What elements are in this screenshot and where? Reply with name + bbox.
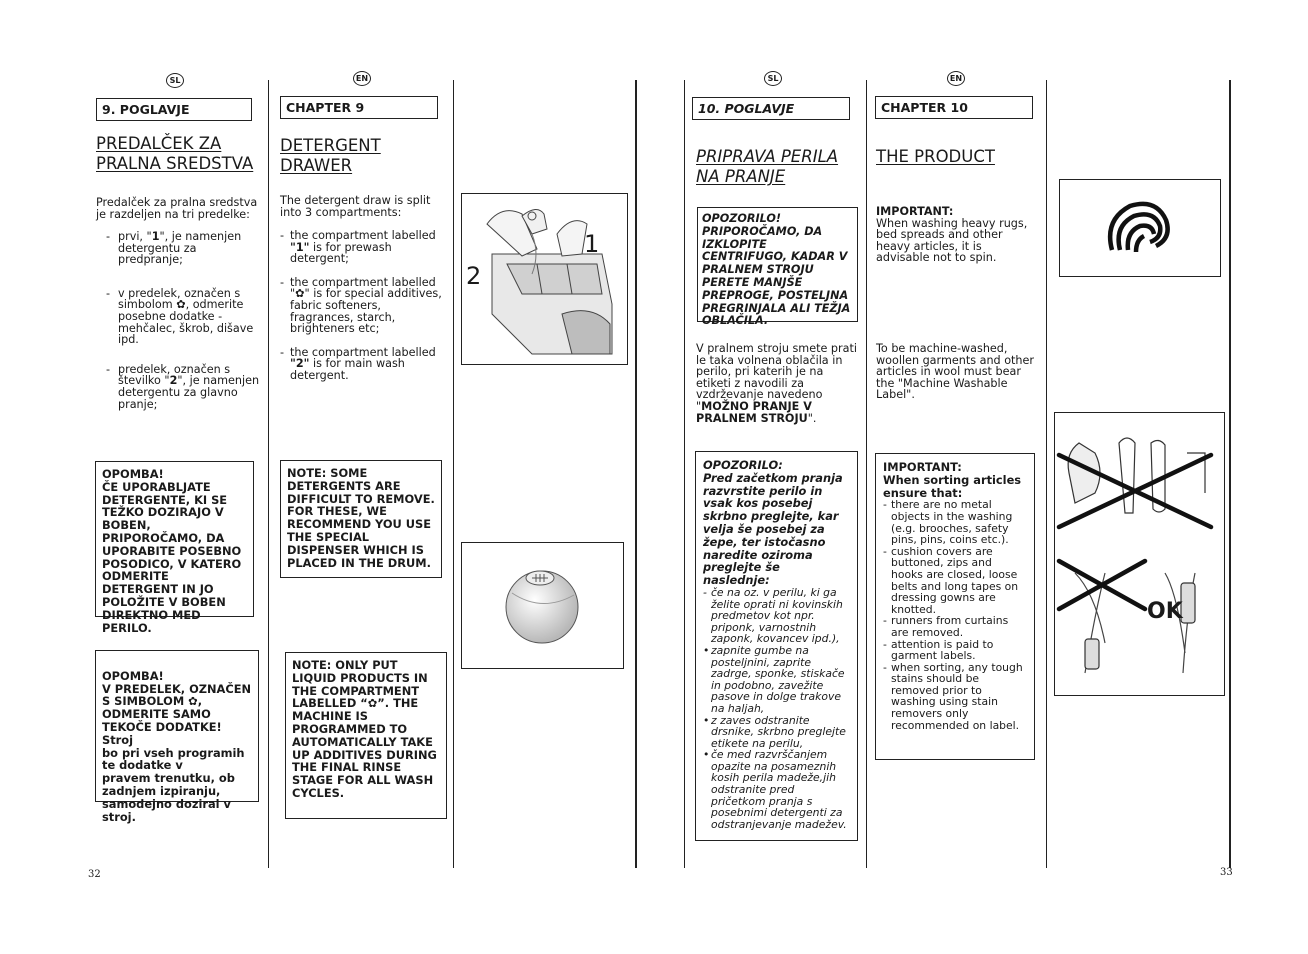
woolmark-icon xyxy=(1060,180,1219,275)
list-item: • če med razvrščanjem opazite na posameznih kosih perila madeže,jih odstranite pred pričetkom pranja s posebnimi detergenti za odstranjevanje madežev. xyxy=(703,748,847,831)
column-rule xyxy=(1046,80,1047,868)
detergent-drawer-illustration xyxy=(462,194,626,363)
compartment-label-2: 2 xyxy=(466,262,482,290)
wool-paragraph: V pralnem stroju smete prati le taka volnena oblačila in perilo, pri katerih je na etiketi z navodili za vzdrževanje navedeno "MOŽNO PRANJE V PRALNEM STROJU". xyxy=(696,342,857,425)
ok-label: OK xyxy=(1147,599,1183,624)
list-item: - predelek, označen s številko "2", je namenjen detergentu za glavno pranje; xyxy=(106,362,260,411)
list-item: • zapnite gumbe na posteljnini, zaprite zadrge, sponke, stiskače in podobno, zavežite pasove in dolge trakove na haljah, xyxy=(703,643,845,715)
page-edge-rule xyxy=(635,80,637,868)
note-box: NOTE: SOME DETERGENTS ARE DIFFICULT TO REMOVE. FOR THESE, WE RECOMMEND YOU USE THE SPECIAL DISPENSER WHICH IS PLACED IN THE DRUM. xyxy=(280,460,442,578)
softener-flower-icon: ✿ xyxy=(295,287,305,301)
intro-text: Predalček za pralna sredstva je razdeljen na tri predelke: xyxy=(96,196,258,221)
page-number: 33 xyxy=(1220,867,1233,878)
list-item: - the compartment labelled "2" is for main wash detergent. xyxy=(280,345,436,382)
list-item: - prvi, "1", je namenjen detergentu za predpranje; xyxy=(106,230,242,267)
warning-box: OPOZORILO: Pred začetkom pranja razvrstite perilo in vsak kos posebej skrbno preglejte, kar velja še posebej za žepe, ter istočasno naredite oziroma preglejte še naslednje: - če na oz. v perilu, ki ga želite oprati ni kovinskih predmetov kot npr. priponk, varnostnih zaponk, kovancev ipd.), • zapnite gumbe na posteljnini, zaprite zadrge, sponke, stiskače in podobno, zavežite pasove in dolge trakove na haljah, • z zaves odstranite drsnike, skrbno preglejte etikete na perilu, • če med razvrščanjem opazite na posameznih kosih perila madeže,jih odstranite pred pričetkom pranja s posebnimi detergenti za odstranjevanje madežev. xyxy=(695,451,858,841)
no-metal-objects-illustration xyxy=(1055,413,1223,694)
sorting-items-figure xyxy=(1054,412,1225,696)
list-item: - če na oz. v perilu, ki ga želite oprati ni kovinskih predmetov kot npr. priponk, varnostnih zaponk, kovancev ipd.), xyxy=(703,585,843,646)
chapter-heading: CHAPTER 10 xyxy=(875,96,1033,119)
chapter-heading: 10. POGLAVJE xyxy=(692,97,850,120)
column-rule xyxy=(268,80,269,868)
list-item: - v predelek, označen s simbolom ✿, odmerite posebne dodatke - mehčalec, škrob, dišave ipd. xyxy=(106,286,254,347)
important-box: IMPORTANT: When sorting articles ensure that: - there are no metal objects in the washing (e.g. brooches, safety pins, pins, coins etc.). - cushion covers are buttoned, zips and hooks are closed, loose belts and long tapes on dressing gowns are knotted. - runners from curtains are removed. - attention is paid to garment labels. - when sorting, any tough stains should be removed prior to washing using stain removers only recommended on label. xyxy=(875,453,1035,760)
list-item: - when sorting, any tough stains should be removed prior to washing using stain removers only recommended on label. xyxy=(883,660,1023,732)
dispenser-ball-illustration xyxy=(462,543,622,667)
list-item: - attention is paid to garment labels. xyxy=(883,637,994,663)
intro-text: The detergent draw is split into 3 compartments: xyxy=(280,194,431,219)
section-title: PRIPRAVA PERILA NA PRANJE xyxy=(696,147,839,186)
softener-flower-icon: ✿ xyxy=(188,694,198,709)
section-title: THE PRODUCT xyxy=(876,147,995,166)
section-title: PREDALČEK ZA PRALNA SREDSTVA xyxy=(96,134,254,173)
column-rule xyxy=(866,80,867,868)
note-box: NOTE: ONLY PUT LIQUID PRODUCTS IN THE COMPARTMENT LABELLED “✿”. THE MACHINE IS PROGRAMMED TO AUTOMATICALLY TAKE UP ADDITIVES DURING THE FINAL RINSE STAGE FOR ALL WASH CYCLES. xyxy=(285,652,447,819)
column-rule xyxy=(453,80,454,868)
chapter-heading: CHAPTER 9 xyxy=(280,96,438,119)
language-badge-sl: SL xyxy=(166,73,184,88)
compartment-list xyxy=(96,231,260,422)
note-box: OPOMBA! V PREDELEK, OZNAČEN S SIMBOLOM ✿, ODMERITE SAMO TEKOČE DODATKE! Stroj bo pri vseh programih te dodatke v pravem trenutku, ob zadnjem izpiranju, samodejno doziral v stroj. xyxy=(95,650,259,802)
important-note: IMPORTANT: When washing heavy rugs, bed spreads and other heavy articles, it is advisable not to spin. xyxy=(876,205,1028,265)
page-edge-rule xyxy=(1229,80,1231,868)
language-badge-en: EN xyxy=(947,71,965,86)
section-title: DETERGENT DRAWER xyxy=(280,136,381,175)
language-badge-sl: SL xyxy=(764,71,782,86)
softener-flower-icon: ✿ xyxy=(367,696,378,711)
list-item: - the compartment labelled "✿" is for special additives, fabric softeners, fragrances, starch, brighteners etc; xyxy=(280,275,442,336)
list-item: - there are no metal objects in the washing (e.g. brooches, safety pins, pins, coins etc.). xyxy=(883,498,1013,547)
language-badge-en: EN xyxy=(353,71,371,86)
warning-box: OPOZORILO! PRIPOROČAMO, DA IZKLOPITE CENTRIFUGO, KADAR V PRALNEM STROJU PERETE MANJŠE PREPROGE, POSTELJNA PREGRINJALA ALI TEŽJA OBLAČILA. xyxy=(697,207,858,322)
list-item: - runners from curtains are removed. xyxy=(883,614,1009,639)
wool-mark-figure xyxy=(1059,179,1221,277)
chapter-heading: 9. POGLAVJE xyxy=(96,98,252,121)
wool-paragraph: To be machine-washed, woollen garments and other articles in wool must bear the "Machine Washable Label". xyxy=(876,342,1034,402)
column-rule xyxy=(684,80,685,868)
dispenser-ball-figure xyxy=(461,542,624,669)
page-number: 32 xyxy=(88,869,101,880)
compartment-list xyxy=(280,230,442,394)
list-item: - cushion covers are buttoned, zips and hooks are closed, loose belts and long tapes on dressing gowns are knotted. xyxy=(883,544,1019,616)
note-box: OPOMBA! ČE UPORABLJATE DETERGENTE, KI SE TEŽKO DOZIRAJO V BOBEN, PRIPOROČAMO, DA UPORABITE POSEBNO POSODICO, V KATERO ODMERITE DETERGENT IN JO POLOŽITE V BOBEN DIREKTNO MED PERILO. xyxy=(95,461,254,617)
list-item: - the compartment labelled "1" is for prewash detergent; xyxy=(280,229,436,266)
compartment-label-1: 1 xyxy=(584,230,600,258)
softener-flower-icon: ✿ xyxy=(176,298,186,312)
detergent-drawer-figure xyxy=(461,193,628,365)
list-item: • z zaves odstranite drsnike, skrbno preglejte etikete na perilu, xyxy=(703,713,846,750)
